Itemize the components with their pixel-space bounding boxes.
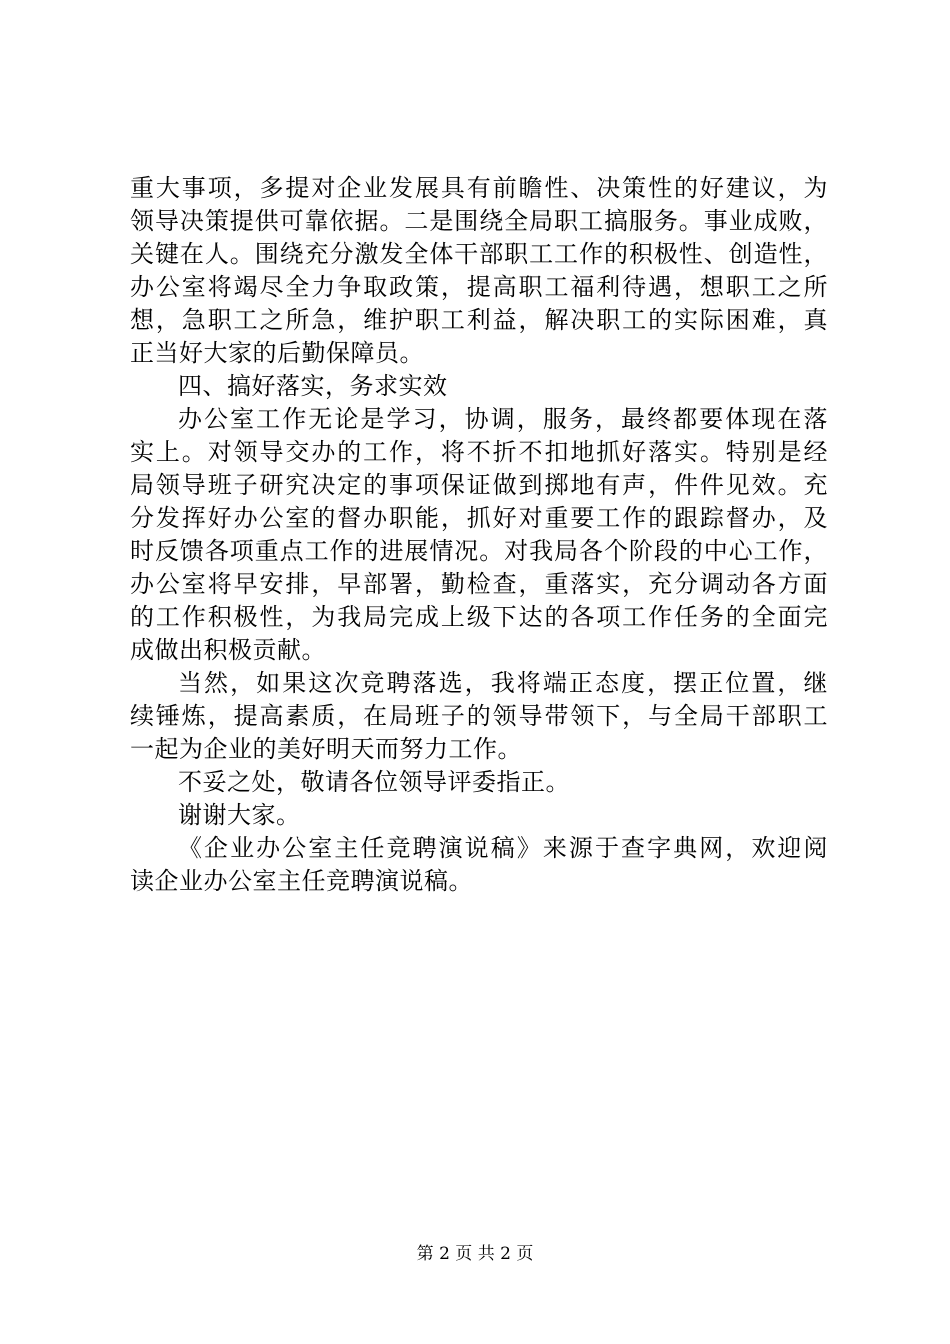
text-line: 领导决策提供可靠依据。二是围绕全局职工搞服务。事业成败， [130, 207, 828, 235]
text-line: 不妥之处，敬请各位领导评委指正。 [178, 768, 570, 796]
text-line: 想，急职工之所急，维护职工利益，解决职工的实际困难，真 [130, 306, 828, 334]
text-line: 谢谢大家。 [178, 801, 301, 829]
text-line: 重大事项，多提对企业发展具有前瞻性、决策性的好建议，为 [130, 174, 828, 202]
text-line: 读企业办公室主任竞聘演说稿。 [130, 867, 473, 895]
text-line: 关键在人。围绕充分激发全体干部职工工作的积极性、创造性， [130, 240, 828, 268]
text-line: 分发挥好办公室的督办职能，抓好对重要工作的跟踪督办，及 [130, 504, 828, 532]
document-body [130, 172, 828, 898]
text-line: 局领导班子研究决定的事项保证做到掷地有声，件件见效。充 [130, 471, 828, 499]
text-line: 实上。对领导交办的工作，将不折不扣地抓好落实。特别是经 [130, 438, 828, 466]
text-line: 《企业办公室主任竞聘演说稿》来源于查字典网，欢迎阅 [178, 834, 828, 862]
text-line: 的工作积极性，为我局完成上级下达的各项工作任务的全面完 [130, 603, 828, 631]
text-line: 办公室将竭尽全力争取政策，提高职工福利待遇，想职工之所 [130, 273, 828, 301]
text-line: 一起为企业的美好明天而努力工作。 [130, 735, 522, 763]
text-line: 时反馈各项重点工作的进展情况。对我局各个阶段的中心工作， [130, 537, 828, 565]
page-number-footer: 第 2 页 共 2 页 [416, 1244, 534, 1264]
text-line: 当然，如果这次竞聘落选，我将端正态度，摆正位置，继 [178, 669, 828, 697]
text-line: 续锤炼，提高素质，在局班子的领导带领下，与全局干部职工 [130, 702, 828, 730]
section-heading: 四、搞好落实，务求实效 [178, 372, 448, 400]
text-line: 办公室将早安排，早部署，勤检查，重落实，充分调动各方面 [130, 570, 828, 598]
text-line: 正当好大家的后勤保障员。 [130, 339, 424, 367]
text-line: 成做出积极贡献。 [130, 636, 326, 664]
text-line: 办公室工作无论是学习，协调，服务，最终都要体现在落 [178, 405, 828, 433]
